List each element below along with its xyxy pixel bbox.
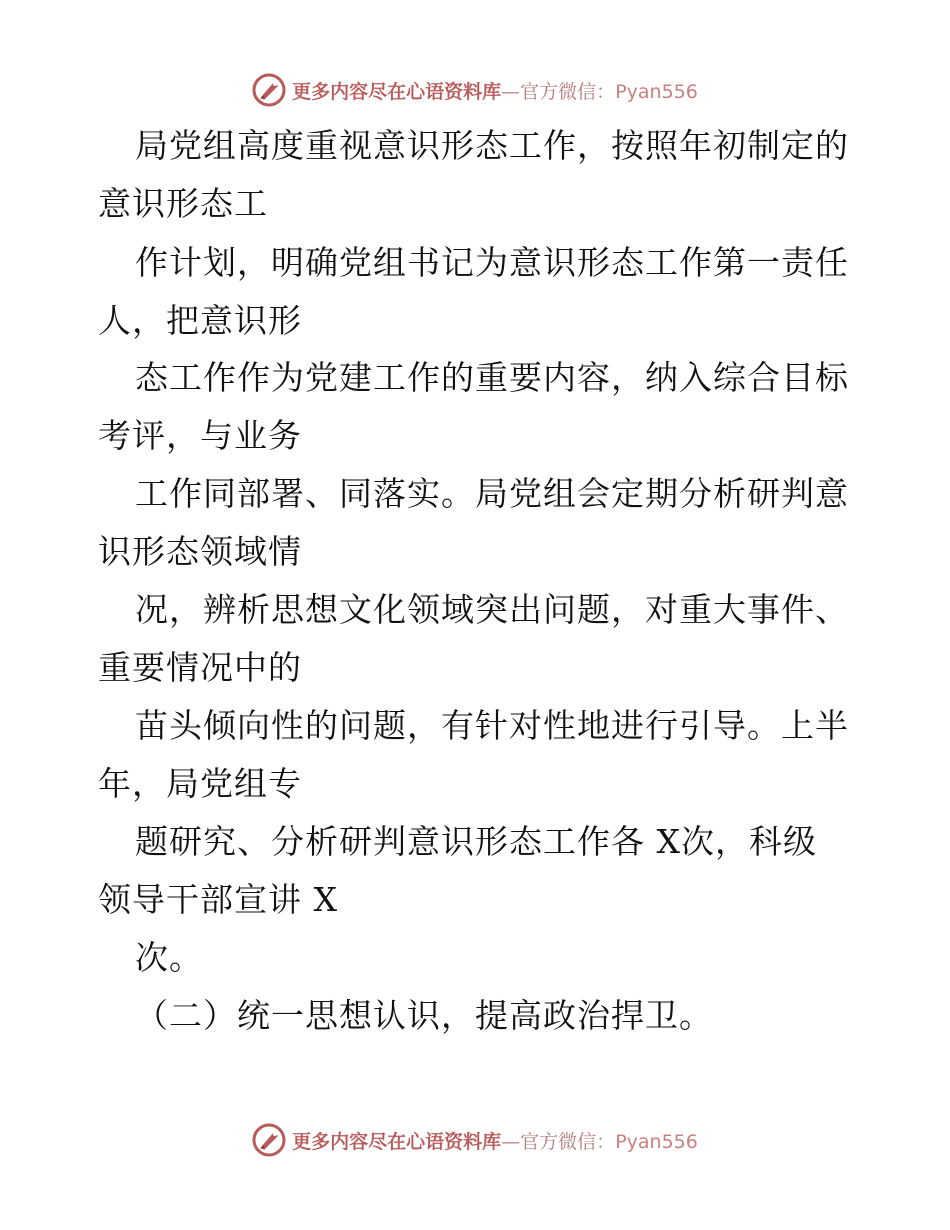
body-line: 考评，与业务 xyxy=(98,416,302,455)
body-line: 态工作作为党建工作的重要内容，纳入综合目标 xyxy=(135,358,849,397)
body-line: 重要情况中的 xyxy=(98,648,302,687)
body-line: 识形态领域情 xyxy=(98,532,302,571)
footer-dash: — xyxy=(501,1130,521,1153)
header-dash: — xyxy=(501,80,521,103)
footer-banner-text xyxy=(292,1127,698,1154)
pen-nib-logo-icon xyxy=(252,1123,286,1157)
body-line: 年，局党组专 xyxy=(98,764,302,803)
header-site-name: 更多内容尽在心语资料库 xyxy=(292,80,502,103)
section-heading: （二）统一思想认识，提高政治捍卫。 xyxy=(135,996,713,1035)
footer-wechat-label: 官方微信： xyxy=(520,1130,616,1153)
body-line: 次。 xyxy=(135,938,203,977)
header-wechat-label: 官方微信： xyxy=(520,80,616,103)
body-line: 领导干部宣讲 X xyxy=(98,880,338,919)
body-line: 人，把意识形 xyxy=(98,301,302,340)
body-line: 意识形态工 xyxy=(98,184,268,223)
body-line: 况，辨析思想文化领域突出问题，对重大事件、 xyxy=(135,590,849,629)
body-line: 苗头倾向性的问题，有针对性地进行引导。上半 xyxy=(135,706,849,745)
footer-wechat-id: Pyan556 xyxy=(615,1130,698,1153)
footer-site-name: 更多内容尽在心语资料库 xyxy=(292,1130,502,1153)
body-line: 题研究、分析研判意识形态工作各 X次，科级 xyxy=(135,822,817,861)
body-line: 作计划，明确党组书记为意识形态工作第一责任 xyxy=(135,243,849,282)
header-wechat-id: Pyan556 xyxy=(615,80,698,103)
body-line: 工作同部署、同落实。局党组会定期分析研判意 xyxy=(135,474,849,513)
body-line: 局党组高度重视意识形态工作，按照年初制定的 xyxy=(135,126,849,165)
footer-banner xyxy=(0,1120,950,1160)
